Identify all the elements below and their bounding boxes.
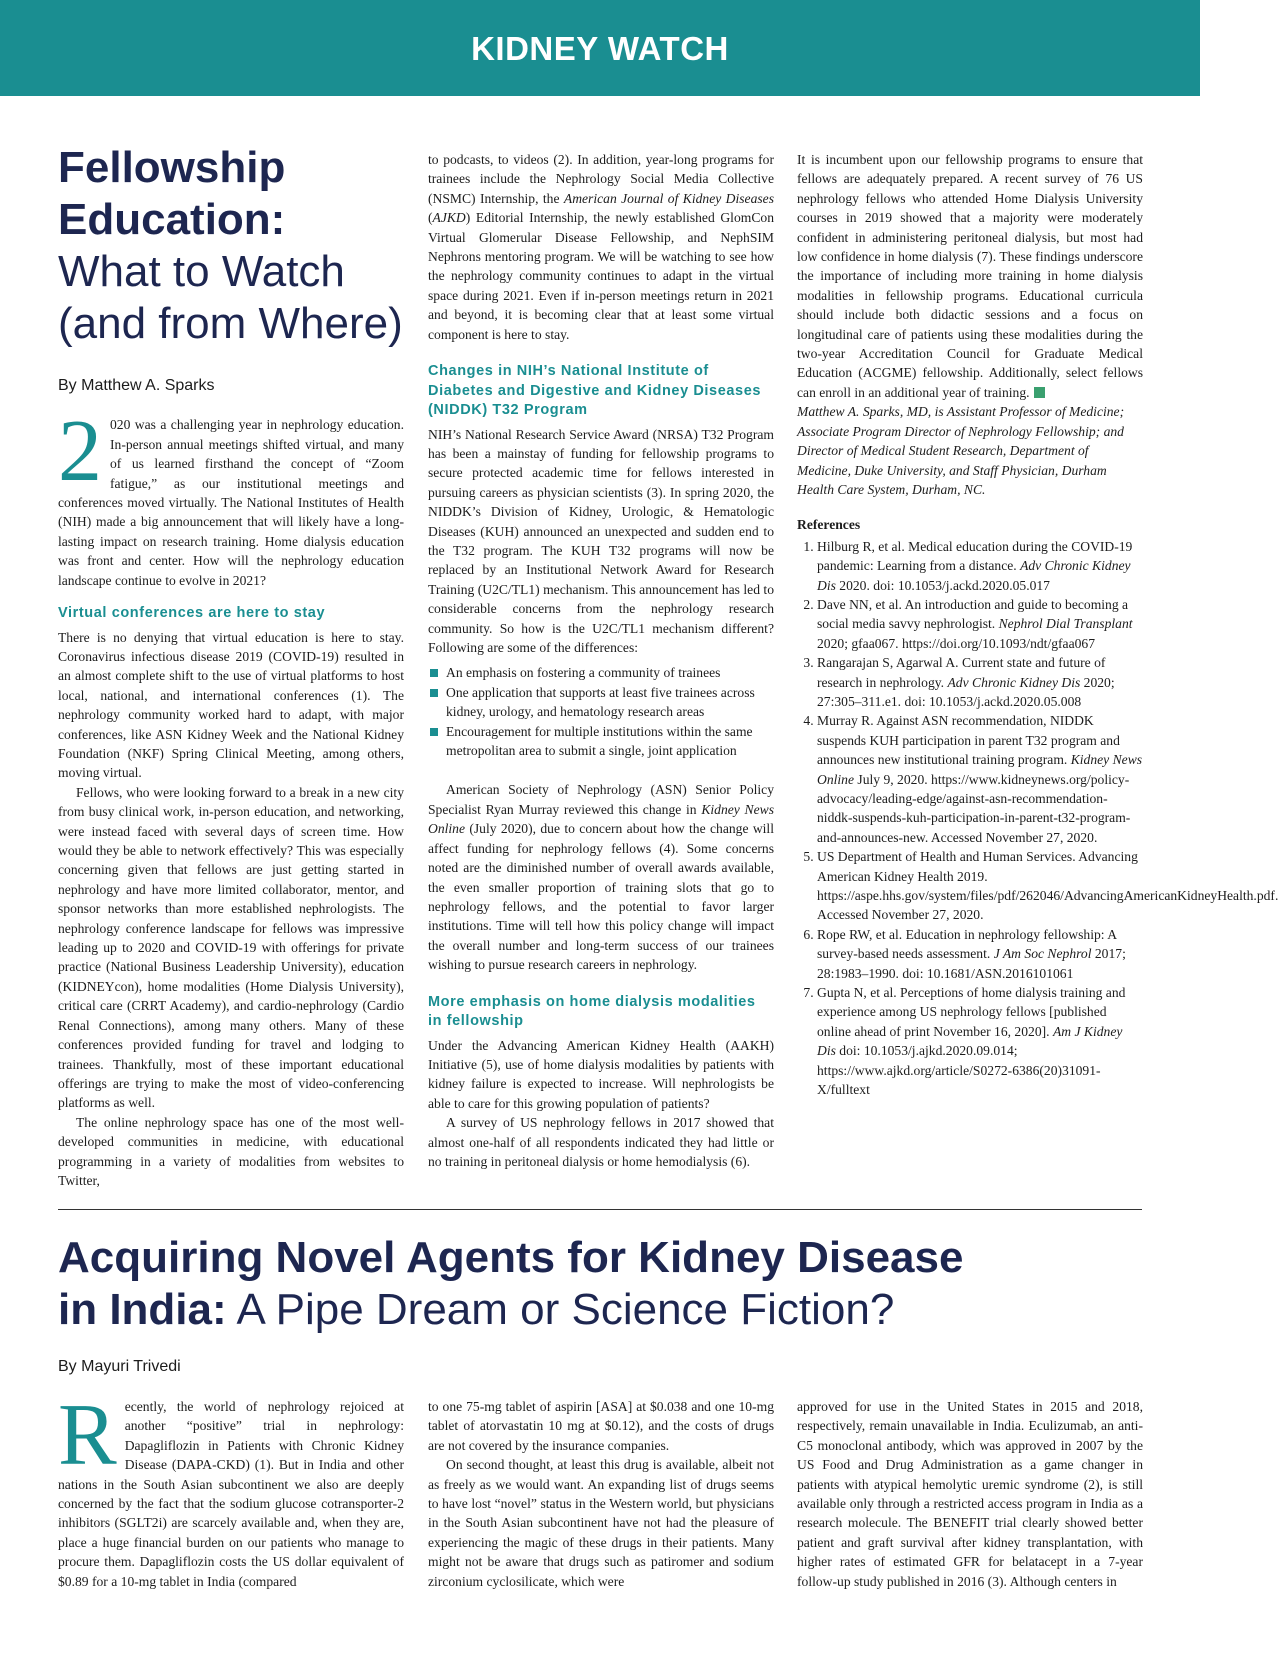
author-affiliation: Matthew A. Sparks, MD, is Assistant Professor of Medicine; Associate Program Director of Nephrology Fellowship; and Director of Medical Student Research, Department of Medicine, Duke University, and Staff Physician, Durham Health Care System, Durham, NC. [797,404,1125,497]
ref-text: doi: 10.1053/j.ajkd.2020.09.014; https://www.ajkd.org/article/S0272-6386(20)31091-X/fulltext [817,1043,1101,1098]
ref-text: Gupta N, et al. Perceptions of home dialysis training and experience among US nephrology fellows [published online ahead of print November 16, 2020]. [817,985,1126,1039]
ref-text: 2020; 27:305–311.e1. doi: 10.1053/j.ackd.2020.05.008 [817,674,1115,709]
article2-title-bold-2: in India: [58,1285,227,1334]
article2-column-2 [428,1397,774,1591]
article1-title [58,142,404,350]
references-list [797,537,1278,1100]
section-banner [0,0,1200,96]
article1-title-line-4: (and from Where) [58,299,403,348]
article1-title-line-3: What to Watch [58,247,345,296]
ref-journal: J Am Soc Nephrol [993,946,1092,962]
bullet-list [428,663,774,760]
bullet-square-icon [430,728,438,736]
bullet-square-icon [430,689,438,697]
article1-column-1 [58,142,404,1190]
ref-journal: Nephrol Dial Transplant [998,616,1133,632]
text-run: It is incumbent upon our fellowship programs to ensure that fellows are adequately prepared. A recent survey of 76 US nephrology fellows who attended Home Dialysis University courses in 2019 showed that a majority were moderately confident in administering peritoneal dialysis, but most had low confidence in home dialysis (7). These findings underscore the importance of including more training in home dialysis modalities in fellowship programs. Educational curricula should include both didactic sessions and a focus on longitudinal care of patients using these modalities during the two-year Accreditation Council for Graduate Medical Education (ACGME) fellowship. Additionally, select fellows can enroll in an additional year of training. [797,152,1143,400]
ref-text: US Department of Health and Human Services. Advancing American Kidney Health 2019. https://aspe.hhs.gov/system/files/pdf/262046/AdvancingAmericanKidneyHealth.pdf. Accessed November 27, 2020. [817,849,1278,923]
end-mark-icon [1034,387,1045,398]
banner-title: KIDNEY WATCH [471,30,729,67]
text-run: ) Editorial Internship, the newly established GlomCon Virtual Glomerular Disease Fellowship, and NephSIM Nephrons mentoring program. We will be watching to see how the nephrology community continues to adapt in the virtual space during 2021. Even if in-person meetings return in 2021 and beyond, it is becoming clear that at least some virtual component is here to stay. [428,210,774,342]
text-run: ( [428,210,433,226]
article2-byline: By Mayuri Trivedi [58,1358,181,1375]
ref-text: Dave NN, et al. An introduction and guide to becoming a social media savvy nephrologist. [817,596,1129,632]
paragraph [797,150,1143,402]
ref-text: July 9, 2020. https://www.kidneynews.org/policy-advocacy/leading-edge/against-asn-recommendation-niddk-suspends-kuh-participation-in-parent-t32-program-and-announces-new. Accessed November 27, 2020. [817,771,1131,845]
ref-text: Murray R. Against ASN recommendation, NIDDK suspends KUH participation in parent T32 program and announces new institutional training program. [817,713,1120,768]
ref-text: 2017; 28:1983–1990. doi: 10.1681/ASN.2016101061 [817,946,1126,981]
article1-title-line-1: Fellowship [58,143,286,192]
ref-journal: Kidney News Online [817,752,1143,787]
reference-item [817,595,1143,653]
ref-text: 2020; gfaa067. https://doi.org/10.1093/ndt/gfaa067 [817,635,1096,651]
section-heading: More emphasis on home dialysis modalities in fellowship [428,993,756,1030]
list-item [428,663,774,682]
article1-byline: By Matthew A. Sparks [58,377,215,394]
journal-abbrev: AJKD [432,210,466,226]
references-heading: References [797,517,861,533]
text-run: to podcasts, to videos (2). In addition, year-long programs for trainees include the Nephrology Social Media Collective (NSMC) Internship, the [428,152,774,206]
paragraph: approved for use in the United States in 2015 and 2018, respectively, remain unavailable in India. Eculizumab, an anti-C5 monoclonal antibody, which was approved in 2007 by the US Food and Drug Administration as a game changer in patients with atypical hemolytic uremic syndrome (2), is still available only through a restricted access program in India as a research molecule. The BENEFIT trial clearly showed better patient and graft survival after kidney transplantation, with higher rates of estimated GFR for belatacept in a 7-year follow-up study published in 2016 (3). Although centers in [797,1399,1143,1589]
publication-name: Kidney News Online [428,801,774,837]
paragraph: Under the Advancing American Kidney Health (AAKH) Initiative (5), use of home dialysis modalities by patients with kidney failure is expected to increase. Will nephrologists be able to care for this growing population of patients? [428,1037,774,1111]
list-item-text: An emphasis on fostering a community of trainees [446,665,721,681]
intro-text: 020 was a challenging year in nephrology education. In-person annual meetings shifted virtual, and many of us learned firsthand the concept of “Zoom fatigue,” as our institutional meetings and conferences moved virtually. The National Institutes of Health (NIH) made a big announcement that will likely have a long-lasting impact on research training. Home dialysis education was front and center. How will the nephrology education landscape continue to evolve in 2021? [58,417,404,588]
article1-title-line-2: Education: [58,195,286,244]
list-item-text: One application that supports at least five trainees across kidney, urology, and hematology research areas [446,684,755,720]
paragraph: A survey of US nephrology fellows in 2017 showed that almost one-half of all respondents indicated they had little or no training in peritoneal dialysis or home hemodialysis (6). [428,1115,774,1169]
reference-item [817,983,1143,1099]
journal-name: American Journal of Kidney Diseases [563,190,775,206]
paragraph: On second thought, at least this drug is available, albeit not as freely as we would want. An expanding list of drugs seems to have lost “novel” status in the Western world, but physicians in the South Asian subcontinent have not had the pleasure of experiencing the magic of these drugs in their patients. Many might not be aware that drugs such as patiromer and sodium zirconium cyclosilicate, which were [428,1457,774,1589]
list-item-text: Encouragement for multiple institutions within the same metropolitan area to submit a single, joint application [446,723,753,759]
paragraph: The online nephrology space has one of the most well-developed communities in medicine, with educational programming in a variety of modalities from websites to Twitter, [58,1114,404,1188]
article2-title-light: A Pipe Dream or Science Fiction? [226,1285,895,1334]
paragraph [58,1387,404,1591]
text-run: ecently, the world of nephrology rejoiced at another “positive” trial in nephrology: Dapagliflozin in Patients with Chronic Kidney Disease (DAPA-CKD) (1). But in India and other nations in the South Asian subcontinent we also are deeply concerned by the fact that the sodium glucose cotransporter-2 inhibitors (SGLT2i) are scarcely available and, when they are, place a huge financial burden on our patients who manage to procure them. Dapagliflozin costs the US dollar equivalent of $0.89 for a 10-mg tablet in India (compared [58,1399,404,1589]
reference-item [817,537,1143,595]
reference-item [817,653,1143,711]
article2-title [58,1232,1148,1336]
article2-column-3 [797,1397,1143,1591]
text-run: (July 2020), due to concern about how the change will affect funding for nephrology fellows (4). Some concerns noted are the diminished number of overall awards available, the even smaller proportion of training slots that go to nephrology fellows, and the potential to favor larger institutions. Time will tell how this policy change will impact the overall number and long-term success of our trainees wishing to pursue research careers in nephrology. [428,821,774,973]
drop-cap: 2 [58,403,102,501]
article2-title-line-1: Acquiring Novel Agents for Kidney Disease [58,1233,964,1282]
paragraph: Fellows, who were looking forward to a break in a new city from busy clinical work, in-person education, and networking, were instead faced with several days of screen time. How would they be able to network effectively? This was especially concerning given that fellows are just getting started in nephrology and have more limited collaborator, mentor, and sponsor networks than more established nephrologists. The nephrology conference landscape for fellows was impressive leading up to 2020 and COVID-19 with offerings for private practice (National Business Leadership University), education (KIDNEYcon), home modalities (Home Dialysis University), critical care (CRRT Academy), and cardio-nephrology (Cardio Renal Connections), among many others. Many of these conferences provided funding for travel and lodging to trainees. Thankfully, most of these important educational offerings are trying to make the most of video-conferencing platforms as well. [58,784,404,1111]
ref-text: Rope RW, et al. Education in nephrology fellowship: A survey-based needs assessment. [817,926,1117,962]
article1-column-2 [428,150,774,1171]
drop-cap: R [58,1387,117,1484]
article-divider [58,1209,1142,1210]
reference-item [817,847,1278,925]
reference-item [817,711,1143,847]
paragraph: to one 75-mg tablet of aspirin [ASA] at $0.038 and one 10-mg tablet of atorvastatin 10 mg at $0.12), and the costs of drugs are not covered by the insurance companies. [428,1399,774,1453]
ref-text: Rangarajan S, Agarwal A. Current state and future of research in nephrology. [817,655,1106,690]
section-heading: Virtual conferences are here to stay [58,605,326,622]
paragraph: NIH’s National Research Service Award (NRSA) T32 Program has been a mainstay of funding for fellowship programs to secure protected academic time for fellows interested in pursuing careers as physician scientists (3). In spring 2020, the NIDDK’s Division of Kidney, Urologic, & Hematologic Diseases (KUH) announced an unexpected and sudden end to the T32 program. The KUH T32 programs will now be replaced by an Institutional Network Award for Research Training (U2C/TL1) mechanism. This announcement has led to considerable concerns from the nephrology research community. So how is the U2C/TL1 mechanism different? Following are some of the differences: [428,426,774,656]
bullet-square-icon [430,669,438,677]
reference-item [817,925,1143,983]
text-run: American Society of Nephrology (ASN) Senior Policy Specialist Ryan Murray reviewed this change in [428,782,774,817]
list-item [428,722,774,761]
ref-journal: Am J Kidney Dis [817,1023,1123,1059]
paragraph: There is no denying that virtual education is here to stay. Coronavirus infectious disease 2019 (COVID-19) resulted in an almost complete shift to the use of virtual platforms to host local, national, and international conferences (1). The nephrology community worked hard to adapt, with major conferences, like ASN Kidney Week and the National Kidney Foundation (NKF) Spring Clinical Meeting, among others, moving virtual. [58,629,404,781]
paragraph [428,150,774,344]
ref-journal: Adv Chronic Kidney Dis [947,674,1081,690]
article2-column-1 [58,1387,404,1591]
list-item [428,683,774,722]
ref-text: Hilburg R, et al. Medical education during the COVID-19 pandemic: Learning from a distance. [817,538,1133,574]
ref-text: 2020. doi: 10.1053/j.ackd.2020.05.017 [835,577,1050,593]
article1-column-3 [797,150,1278,1100]
article1-intro [58,403,404,590]
paragraph [428,780,774,974]
ref-journal: Adv Chronic Kidney Dis [817,558,1131,593]
section-heading: Changes in NIH’s National Institute of Diabetes and Digestive and Kidney Diseases (NIDDK) T32 Program [428,363,762,419]
